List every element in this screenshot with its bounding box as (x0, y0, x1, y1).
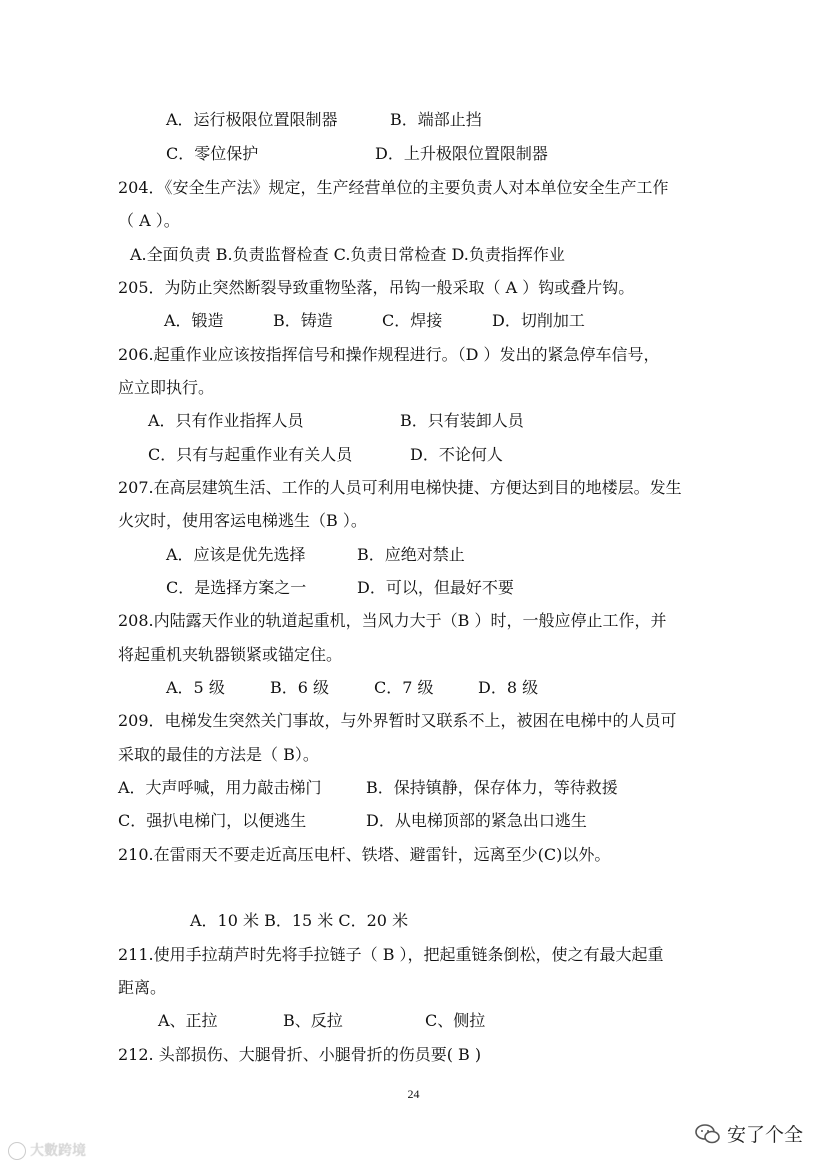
option-b: B．6 级 (270, 678, 330, 697)
question-212: 212. 头部损伤、大腿骨折、小腿骨折的伤员要( B ) (118, 1045, 482, 1064)
watermark-right (695, 1120, 803, 1147)
option-d: D．从电梯顶部的紧急出口逃生 (366, 811, 587, 830)
option-b: B．保持镇静，保存体力，等待救援 (366, 778, 618, 797)
question-207-cont: 火灾时，使用客运电梯逃生（B ）。 (118, 511, 367, 530)
logo-icon (8, 1142, 26, 1160)
option-a: A、正拉 (158, 1011, 218, 1030)
option-d: D．8 级 (478, 678, 539, 697)
option-c: C．是选择方案之一 (166, 578, 307, 597)
option-b: B．只有装卸人员 (400, 411, 524, 430)
question-211-cont: 距离。 (118, 978, 167, 997)
question-204-cont: （ A ）。 (118, 211, 180, 230)
watermark-left (8, 1140, 86, 1160)
watermark-left-text: 大數跨境 (30, 1143, 86, 1159)
option-c: C．零位保护 (166, 144, 259, 163)
option-b: B．铸造 (273, 311, 333, 330)
question-211: 211.使用手拉葫芦时先将手拉链子（ B ），把起重链条倒松，使之有最大起重 (118, 945, 664, 964)
question-208: 208.内陆露天作业的轨道起重机，当风力大于（B ）时，一般应停止工作，并 (118, 611, 667, 630)
option-d: D．可以，但最好不要 (357, 578, 514, 597)
page-number: 24 (407, 1087, 420, 1101)
option-a: A．大声呼喊，用力敲击梯门 (118, 778, 322, 797)
option-c: C、侧拉 (425, 1011, 486, 1030)
question-205: 205．为防止突然断裂导致重物坠落，吊钩一般采取（ A ）钩或叠片钩。 (118, 278, 635, 297)
watermark-right-text: 安了个全 (726, 1124, 803, 1146)
question-208-cont: 将起重机夹轨器锁紧或锚定住。 (118, 645, 343, 664)
question-207: 207.在高层建筑生活、工作的人员可利用电梯快捷、方便达到目的地楼层。发生 (118, 478, 682, 497)
option-c: C．只有与起重作业有关人员 (148, 445, 353, 464)
option-d: D．不论何人 (410, 445, 503, 464)
option-a: A．锻造 (164, 311, 224, 330)
question-206: 206.起重作业应该按指挥信号和操作规程进行。（D ）发出的紧急停车信号， (118, 345, 660, 364)
option-b: B．应绝对禁止 (357, 545, 465, 564)
question-209: 209．电梯发生突然关门事故，与外界暂时又联系不上，被困在电梯中的人员可 (118, 711, 677, 730)
option-c: C．强扒电梯门，以便逃生 (118, 811, 307, 830)
question-210: 210.在雷雨天不要走近高压电杆、铁塔、避雷针，远离至少(C)以外。 (118, 845, 611, 864)
options-204: A.全面负责 B.负责监督检查 C.负责日常检查 D.负责指挥作业 (130, 245, 565, 264)
wechat-icon (695, 1123, 721, 1145)
option-c: C．7 级 (374, 678, 434, 697)
option-c: C．焊接 (382, 311, 443, 330)
option-b: B．端部止挡 (390, 110, 482, 129)
question-204: 204．《安全生产法》规定，生产经营单位的主要负责人对本单位安全生产工作 (118, 178, 669, 197)
option-b: B、反拉 (283, 1011, 343, 1030)
question-206-cont: 应立即执行。 (118, 378, 215, 397)
option-a: A．只有作业指挥人员 (148, 411, 304, 430)
option-d: D．切削加工 (492, 311, 585, 330)
question-209-cont: 采取的最佳的方法是（ B）。 (118, 745, 319, 764)
options-210: A．10 米 B．15 米 C．20 米 (190, 911, 409, 930)
option-a: A．运行极限位置限制器 (166, 110, 338, 129)
option-a: A．5 级 (166, 678, 225, 697)
option-d: D．上升极限位置限制器 (375, 144, 548, 163)
option-a: A．应该是优先选择 (166, 545, 306, 564)
